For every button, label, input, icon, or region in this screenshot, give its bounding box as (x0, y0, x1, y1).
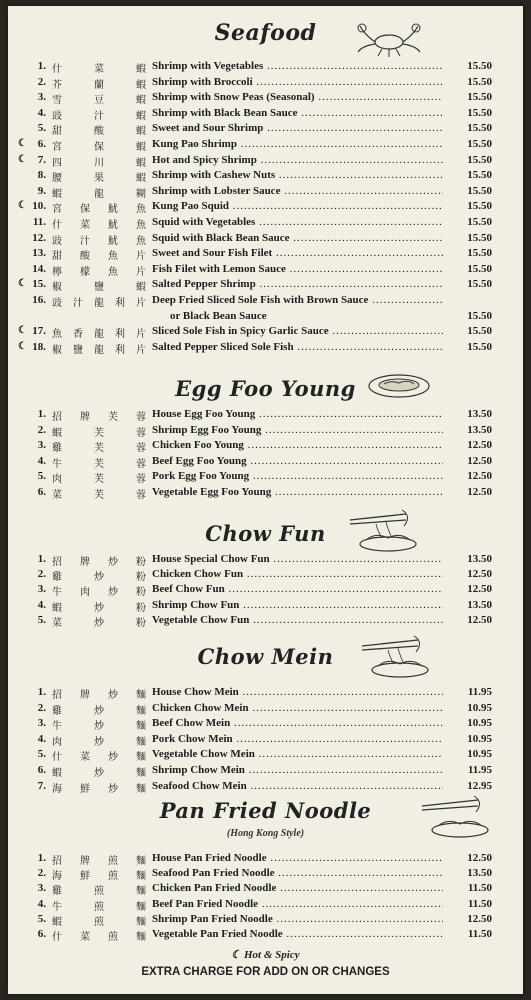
item-name: Chicken Chow Fun ..... (152, 568, 443, 580)
item-price: 11.50 (467, 897, 492, 910)
item-number: 4. (37, 454, 46, 467)
item-price: 15.50 (467, 60, 492, 72)
item-number: 3. (37, 717, 46, 730)
item-price: 12.50 (467, 852, 492, 864)
item-price: 13.50 (467, 598, 492, 611)
item-name: Vegetable Chow Fun ..... (152, 614, 443, 626)
item-chinese-name: 雞 炒 粉 (52, 572, 146, 584)
pepper-icon: ☾ (18, 138, 27, 149)
item-number: 4. (37, 897, 46, 910)
item-name: Squid with Vegetables ..... (152, 216, 443, 228)
item-number: 9. (37, 184, 46, 197)
item-price: 10.95 (467, 717, 492, 730)
item-name: Sweet and Sour Fish Filet ..... (152, 247, 443, 259)
item-name: Beef Pan Fried Noodle ..... (152, 898, 443, 910)
menu-item (8, 247, 523, 263)
pepper-icon: ☾ (18, 340, 27, 352)
item-chinese-name: 什 菜 蝦 (52, 64, 146, 75)
item-number: 2. (37, 568, 46, 581)
menu-item (8, 294, 523, 310)
item-name: Chicken Pan Fried Noodle ..... (152, 882, 443, 894)
menu-item (8, 341, 523, 357)
item-price: 15.50 (467, 200, 492, 213)
item-price: 13.50 (467, 408, 492, 420)
item-name: Deep Fried Sliced Sole Fish with Brown Sauce ..... (152, 294, 443, 306)
item-price: 12.50 (467, 912, 492, 925)
item-number: 2. (37, 75, 46, 88)
item-price: 11.50 (467, 882, 492, 895)
extra-charge-note: EXTRA CHARGE FOR ADD ON OR CHANGES (141, 966, 390, 978)
item-chinese-name: 四 川 蝦 (52, 157, 146, 169)
item-number: 5. (37, 748, 46, 761)
item-chinese-name: 甜 酸 蝦 (52, 126, 146, 138)
item-number: 11. (32, 216, 46, 228)
item-number: 3. (37, 882, 46, 895)
item-chinese-name: 招 牌 炒 粉 (52, 557, 146, 568)
item-name: Beef Chow Fun ..... (152, 583, 443, 595)
menu-item (8, 107, 523, 123)
item-chinese-name: 海 鮮 炒 麵 (52, 783, 146, 795)
item-name: Shrimp Pan Fried Noodle ..... (152, 913, 443, 925)
noodle-chopsticks-icon (358, 632, 432, 680)
item-name: Pork Egg Foo Young ..... (152, 470, 443, 482)
item-price: 15.50 (467, 216, 492, 228)
item-chinese-name: 蝦 龍 糊 (52, 188, 146, 200)
section-title-seafood: Seafood (214, 20, 317, 46)
egg-foo-young-plate-icon (366, 370, 432, 400)
item-number: 2. (37, 423, 46, 436)
item-name: Shrimp with Lobster Sauce ..... (152, 185, 443, 197)
item-number: 1. (37, 852, 46, 864)
item-chinese-name: 腰 果 蝦 (52, 173, 146, 185)
item-number: 4. (37, 106, 46, 119)
item-name: Shrimp with Snow Peas (Seasonal) ..... (152, 91, 443, 103)
menu-item (8, 263, 523, 279)
item-name: Beef Chow Mein ..... (152, 717, 443, 729)
menu-item (8, 470, 523, 486)
menu-item (8, 717, 523, 733)
item-name: Kung Pao Squid ..... (152, 200, 443, 212)
item-price: 12.50 (467, 470, 492, 483)
item-price: 11.50 (467, 928, 492, 940)
item-price: 13.50 (467, 423, 492, 436)
item-name: Vegetable Chow Mein ..... (152, 748, 443, 760)
item-price: 12.50 (467, 613, 492, 626)
item-number: 18. (32, 340, 46, 353)
item-price: 12.50 (467, 439, 492, 452)
item-name: House Pan Fried Noodle ..... (152, 852, 443, 864)
section-title-chow-fun: Chow Fun (205, 521, 326, 546)
item-name: Squid with Black Bean Sauce ..... (152, 232, 443, 244)
item-number: 2. (37, 701, 46, 714)
item-number: 7. (37, 779, 46, 792)
item-number: 17. (32, 325, 46, 338)
legend-text: Hot & Spicy (244, 949, 300, 961)
section-subtitle-hong-kong-style: (Hong Kong Style) (226, 828, 305, 839)
item-chinese-name: 蝦 炒 粉 (52, 602, 146, 614)
item-name: Seafood Pan Fried Noodle ..... (152, 867, 443, 879)
item-name: Salted Pepper Sliced Sole Fish ..... (152, 341, 443, 353)
item-number: 1. (37, 60, 46, 72)
item-price: 15.50 (467, 169, 492, 182)
item-number: 6. (37, 764, 46, 776)
item-number: 1. (37, 408, 46, 420)
item-number: 1. (37, 553, 46, 565)
item-chinese-name: 椒 鹽 龍 利 片 (52, 344, 146, 356)
item-chinese-name: 蝦 炒 麵 (52, 768, 146, 779)
item-name: Chicken Foo Young ..... (152, 439, 443, 451)
menu-item (8, 702, 523, 718)
pepper-icon: ☾ (18, 153, 27, 165)
item-price: 12.95 (467, 779, 492, 792)
item-price: 15.50 (467, 106, 492, 119)
item-number: 6. (37, 138, 46, 150)
item-chinese-name: 豉 汁 蝦 (52, 110, 146, 122)
item-chinese-name: 牛 炒 麵 (52, 721, 146, 733)
item-price: 15.50 (467, 91, 492, 104)
item-number: 3. (37, 91, 46, 104)
item-price: 15.50 (467, 262, 492, 275)
menu-item (8, 599, 523, 615)
item-number: 6. (37, 486, 46, 498)
menu-item (8, 138, 523, 154)
pepper-icon: ☾ (18, 325, 27, 337)
lobster-icon (356, 22, 422, 58)
item-price: 15.50 (467, 325, 492, 338)
item-name: Salted Pepper Shrimp ..... (152, 278, 443, 290)
item-number: 4. (37, 598, 46, 611)
item-price: 12.50 (467, 583, 492, 596)
item-price: 10.95 (467, 748, 492, 761)
item-chinese-name: 牛 芙 蓉 (52, 458, 146, 470)
item-number: 8. (37, 169, 46, 182)
item-name: Kung Pao Shrimp ..... (152, 138, 443, 150)
item-name: Shrimp Chow Fun ..... (152, 599, 443, 611)
menu-item (8, 455, 523, 471)
noodle-chopsticks-icon (346, 506, 420, 554)
item-number: 5. (37, 122, 46, 135)
menu-item (8, 91, 523, 107)
menu-item (8, 424, 523, 440)
item-number: 3. (37, 439, 46, 452)
item-chinese-name: 豉 汁 魷 魚 (52, 235, 146, 247)
hot-spicy-legend (8, 948, 523, 961)
item-number: 4. (37, 732, 46, 745)
item-chinese-name: 雞 炒 麵 (52, 705, 146, 717)
pepper-icon: ☾ (231, 949, 242, 961)
item-price: 15.50 (467, 231, 492, 244)
menu-item (8, 852, 523, 868)
item-chinese-name: 肉 芙 蓉 (52, 474, 146, 486)
menu-item (8, 486, 523, 502)
item-chinese-name: 椒 鹽 蝦 (52, 282, 146, 294)
section-title-egg-foo-young: Egg Foo Young (175, 376, 356, 401)
item-number: 1. (37, 686, 46, 698)
menu-page (8, 6, 523, 994)
menu-item (8, 882, 523, 898)
item-chinese-name: 雞 煎 麵 (52, 886, 146, 898)
item-price: 10.95 (467, 701, 492, 714)
item-chinese-name: 海 鮮 煎 麵 (52, 871, 146, 883)
item-price: 15.50 (467, 122, 492, 135)
item-name: or Black Bean Sauce (170, 309, 267, 322)
item-price: 11.95 (467, 764, 492, 776)
menu-item (8, 568, 523, 584)
item-chinese-name: 雞 芙 蓉 (52, 443, 146, 455)
menu-item (8, 553, 523, 569)
menu-item (8, 169, 523, 185)
item-number: 5. (37, 470, 46, 483)
item-price: 15.50 (467, 278, 492, 291)
menu-item (8, 928, 523, 944)
item-number: 15. (32, 278, 46, 291)
item-name: Shrimp with Broccoli ..... (152, 76, 443, 88)
menu-item (8, 733, 523, 749)
item-chinese-name: 宮 保 蝦 (52, 142, 146, 153)
item-name: Shrimp with Black Bean Sauce ..... (152, 107, 443, 119)
item-price: 15.50 (467, 247, 492, 260)
menu-item (8, 686, 523, 702)
item-chinese-name: 蝦 煎 麵 (52, 916, 146, 928)
item-chinese-name: 牛 肉 炒 粉 (52, 587, 146, 599)
item-chinese-name: 招 牌 煎 麵 (52, 856, 146, 867)
item-number: 5. (37, 912, 46, 925)
menu-item (8, 867, 523, 883)
item-name: Vegetable Egg Foo Young ..... (152, 486, 443, 498)
section-title-pan-fried-noodle: Pan Fried Noodle (159, 798, 372, 823)
menu-item (8, 154, 523, 170)
item-name: Fish Filet with Lemon Sauce ..... (152, 263, 443, 275)
item-name: House Chow Mein ..... (152, 686, 443, 698)
menu-item (8, 76, 523, 92)
menu-item (8, 764, 523, 780)
item-name: Hot and Spicy Shrimp ..... (152, 154, 443, 166)
item-price: 13.50 (467, 867, 492, 880)
menu-item (8, 439, 523, 455)
pepper-icon: ☾ (18, 200, 27, 212)
item-price: 12.50 (467, 454, 492, 467)
item-name: Pork Chow Mein ..... (152, 733, 443, 745)
item-name: Chicken Chow Mein ..... (152, 702, 443, 714)
menu-item (8, 748, 523, 764)
item-number: 16. (32, 294, 46, 306)
item-chinese-name: 檸 檬 魚 片 (52, 266, 146, 278)
item-name: Shrimp with Vegetables ..... (152, 60, 443, 72)
item-price: 15.50 (467, 138, 492, 150)
noodle-chopsticks-icon (418, 792, 492, 840)
item-number: 3. (37, 583, 46, 596)
item-name: Vegetable Pan Fried Noodle ..... (152, 928, 443, 940)
item-number: 13. (32, 247, 46, 260)
item-chinese-name: 什 菜 魷 魚 (52, 220, 146, 231)
menu-item (8, 614, 523, 630)
item-price: 15.50 (467, 340, 492, 353)
item-name: Sliced Sole Fish in Spicy Garlic Sauce ..... (152, 325, 443, 337)
item-chinese-name: 宮 保 魷 魚 (52, 204, 146, 216)
menu-item (8, 310, 523, 326)
menu-item (8, 913, 523, 929)
menu-item (8, 216, 523, 232)
menu-item (8, 325, 523, 341)
item-chinese-name: 豉 汁 龍 利 片 (52, 298, 146, 309)
item-chinese-name: 肉 炒 麵 (52, 736, 146, 748)
menu-item (8, 898, 523, 914)
item-number: 7. (37, 153, 46, 166)
item-price: 15.50 (467, 153, 492, 166)
item-name: Seafood Chow Mein ..... (152, 780, 443, 792)
menu-item (8, 60, 523, 76)
item-name: House Egg Foo Young ..... (152, 408, 443, 420)
item-number: 5. (37, 613, 46, 626)
item-chinese-name: 蝦 芙 蓉 (52, 427, 146, 439)
menu-item (8, 185, 523, 201)
menu-item (8, 200, 523, 216)
item-chinese-name: 雪 豆 蝦 (52, 95, 146, 107)
item-chinese-name: 魚 香 龍 利 片 (52, 329, 146, 341)
menu-item (8, 232, 523, 248)
item-chinese-name: 芥 蘭 蝦 (52, 79, 146, 91)
item-chinese-name: 招 牌 炒 麵 (52, 690, 146, 701)
pepper-icon: ☾ (18, 278, 27, 290)
menu-item (8, 122, 523, 138)
item-number: 12. (32, 231, 46, 244)
item-number: 14. (32, 262, 46, 275)
item-price: 12.50 (467, 568, 492, 581)
item-number: 6. (37, 928, 46, 940)
item-price: 15.50 (467, 75, 492, 88)
item-name: Shrimp with Cashew Nuts ..... (152, 169, 443, 181)
menu-item (8, 408, 523, 424)
item-chinese-name: 甜 酸 魚 片 (52, 251, 146, 263)
item-chinese-name: 什 菜 煎 麵 (52, 932, 146, 943)
menu-item (8, 583, 523, 599)
section-title-chow-mein: Chow Mein (197, 644, 334, 669)
item-price: 10.95 (467, 732, 492, 745)
item-name: Shrimp Chow Mein ..... (152, 764, 443, 776)
item-price: 11.95 (467, 686, 492, 698)
item-chinese-name: 招 牌 芙 蓉 (52, 412, 146, 423)
item-chinese-name: 菜 炒 粉 (52, 617, 146, 629)
item-name: House Special Chow Fun ..... (152, 553, 443, 565)
item-price: 15.50 (467, 184, 492, 197)
item-price: 13.50 (467, 553, 492, 565)
item-name: Shrimp Egg Foo Young ..... (152, 424, 443, 436)
item-chinese-name: 牛 煎 麵 (52, 901, 146, 913)
item-number: 10. (32, 200, 46, 213)
item-chinese-name: 什 菜 炒 麵 (52, 752, 146, 764)
item-price: 15.50 (467, 309, 492, 322)
item-number: 2. (37, 867, 46, 880)
item-name: Sweet and Sour Shrimp ..... (152, 122, 443, 134)
item-name: Beef Egg Foo Young ..... (152, 455, 443, 467)
item-chinese-name: 菜 芙 蓉 (52, 490, 146, 501)
item-price: 12.50 (467, 486, 492, 498)
menu-item (8, 278, 523, 294)
